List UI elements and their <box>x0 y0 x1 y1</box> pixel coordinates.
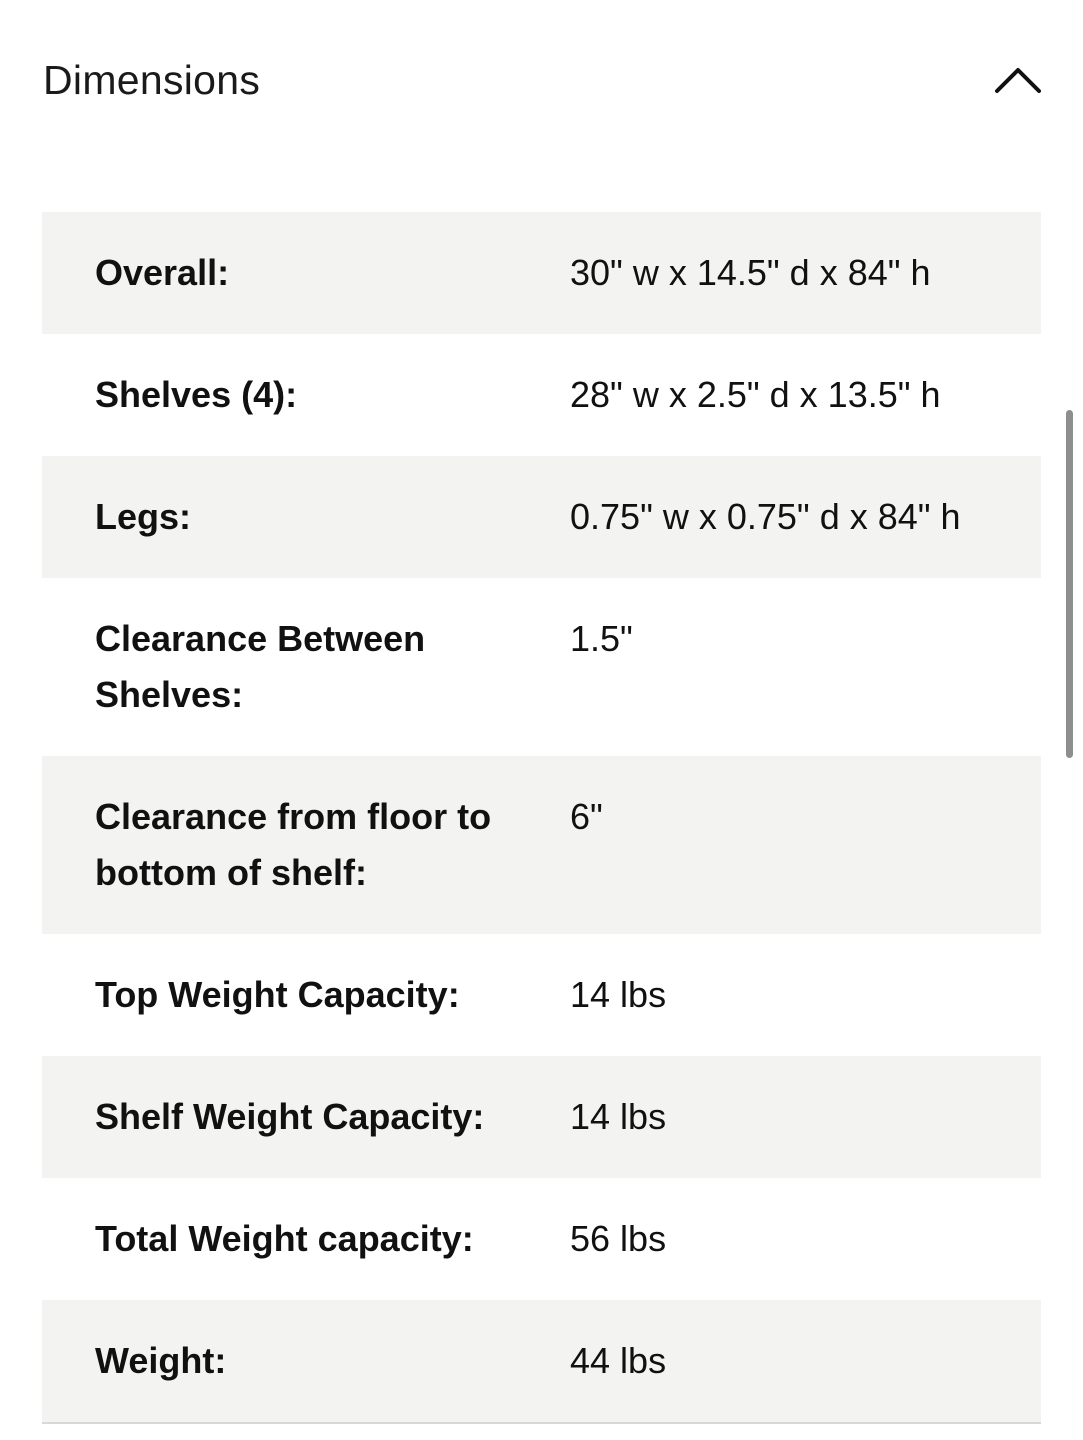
section-title: Dimensions <box>43 56 261 103</box>
spec-row-overall <box>42 212 1041 334</box>
spec-value: 0.75" w x 0.75" d x 84" h <box>570 496 961 537</box>
spec-label: Top Weight Capacity: <box>95 974 460 1015</box>
spec-value: 30" w x 14.5" d x 84" h <box>570 252 931 293</box>
chevron-up-icon[interactable] <box>993 55 1043 105</box>
spec-value: 56 lbs <box>570 1218 667 1259</box>
spec-label: Overall: <box>95 252 230 293</box>
spec-label: Weight: <box>95 1340 227 1381</box>
spec-row-legs <box>42 456 1041 578</box>
spec-value: 44 lbs <box>570 1340 667 1381</box>
spec-row-total-weight-capacity <box>42 1178 1041 1300</box>
spec-label: Shelf Weight Capacity: <box>95 1096 485 1137</box>
spec-row-shelf-weight-capacity <box>42 1056 1041 1178</box>
spec-label: Clearance from floor to bottom of shelf: <box>95 796 492 893</box>
spec-value: 1.5" <box>570 618 633 659</box>
spec-value: 14 lbs <box>570 1096 667 1137</box>
spec-value: 28" w x 2.5" d x 13.5" h <box>570 374 941 415</box>
spec-label: Legs: <box>95 496 192 537</box>
scrollbar[interactable] <box>1066 410 1073 758</box>
spec-label: Clearance Between Shelves: <box>95 618 426 715</box>
dimensions-section-header[interactable] <box>43 40 1043 120</box>
spec-label: Shelves (4): <box>95 374 298 415</box>
spec-label: Total Weight capacity: <box>95 1218 474 1259</box>
spec-row-top-weight-capacity <box>42 934 1041 1056</box>
dimensions-table <box>42 212 1041 1424</box>
spec-value: 14 lbs <box>570 974 667 1015</box>
spec-row-clearance-between-shelves <box>42 578 1041 756</box>
spec-row-shelves <box>42 334 1041 456</box>
spec-row-clearance-floor <box>42 756 1041 934</box>
spec-row-weight <box>42 1300 1041 1422</box>
spec-value: 6" <box>570 796 603 837</box>
